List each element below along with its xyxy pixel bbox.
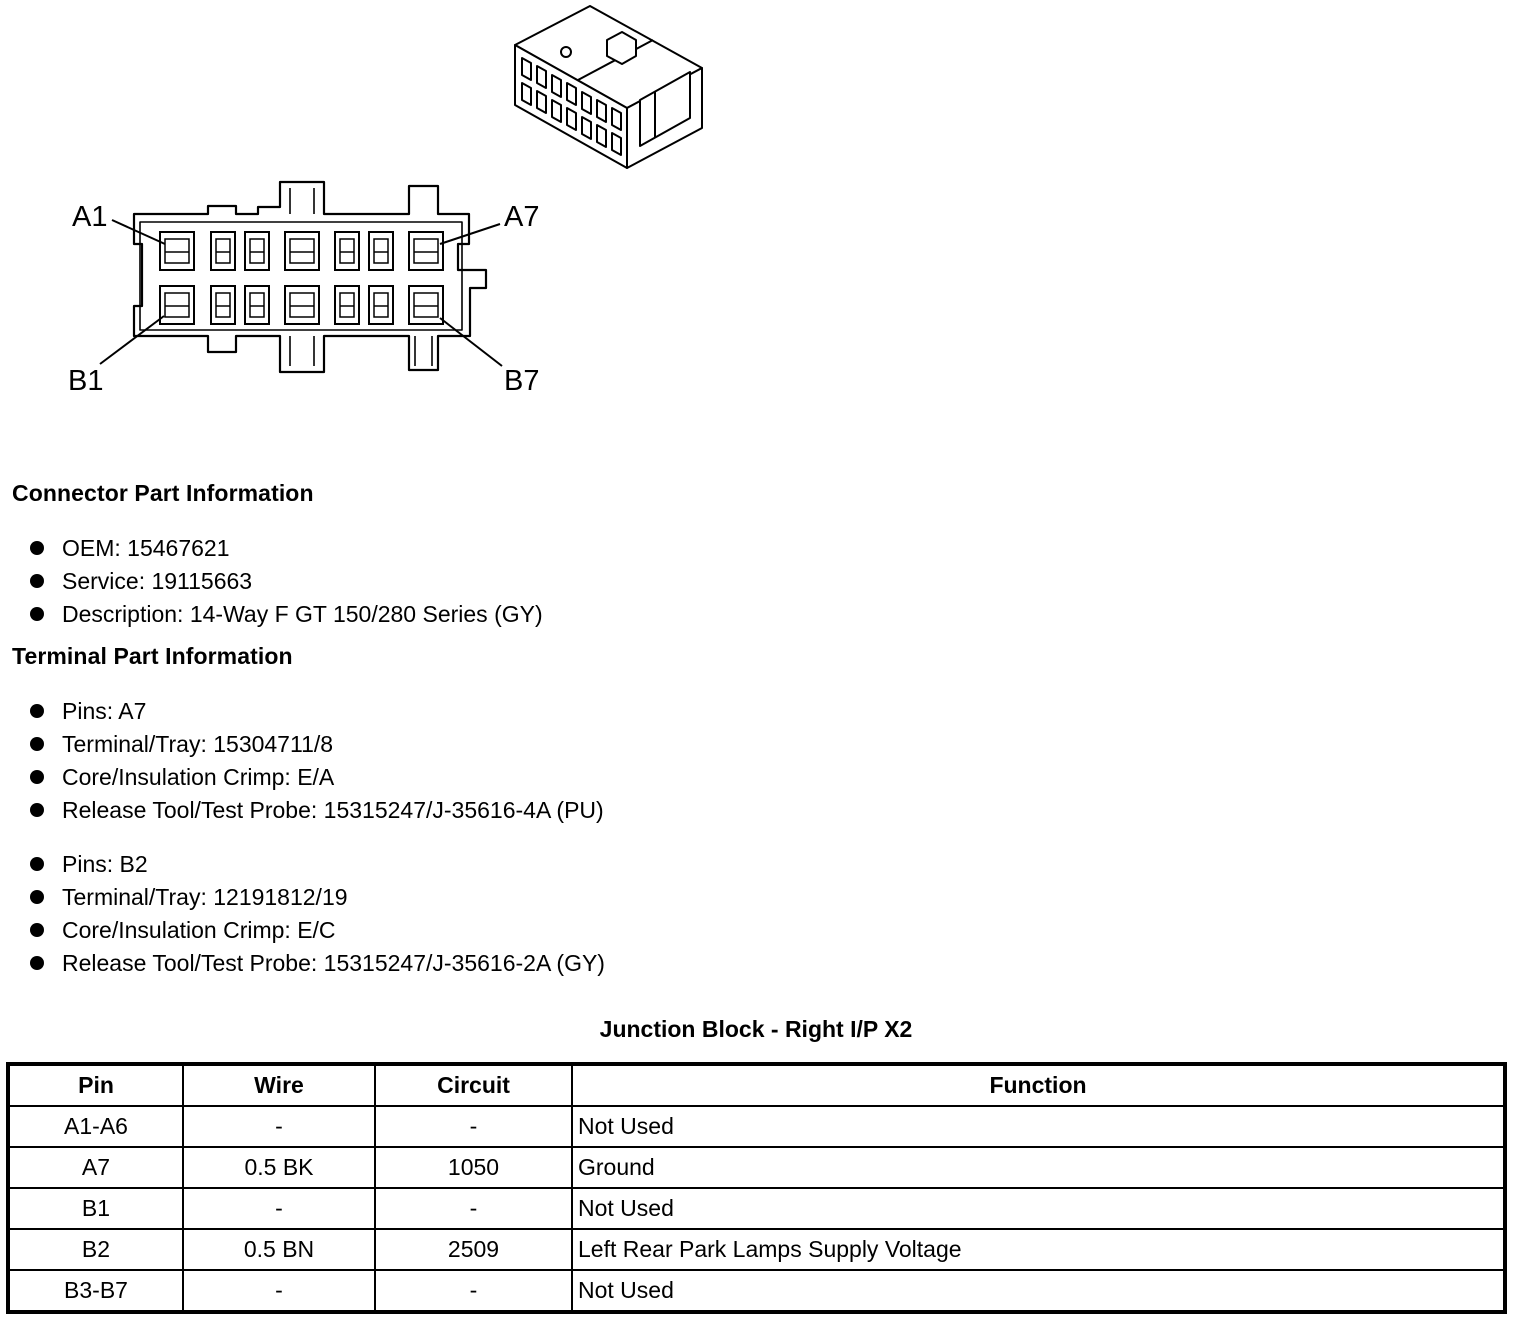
bullet-icon (30, 574, 44, 588)
list-item: Terminal/Tray: 15304711/8 (0, 728, 604, 761)
cell-function: Ground (572, 1147, 1505, 1188)
cell-wire: - (183, 1188, 375, 1229)
cell-function: Not Used (572, 1188, 1505, 1229)
cavity-b2 (211, 286, 235, 324)
cavity-a5 (335, 232, 359, 270)
cell-pin: A7 (8, 1147, 183, 1188)
bullet-icon (30, 541, 44, 555)
cell-circuit: - (375, 1188, 572, 1229)
cavity-a3 (245, 232, 269, 270)
column-header-wire: Wire (183, 1064, 375, 1106)
cell-pin: B3-B7 (8, 1270, 183, 1312)
list-item: Core/Insulation Crimp: E/A (0, 761, 604, 794)
table-row (8, 1188, 1505, 1229)
table-row (8, 1270, 1505, 1312)
list-item: Pins: A7 (0, 695, 604, 728)
cavity-inner-b4 (290, 293, 314, 317)
cell-pin: B2 (8, 1229, 183, 1270)
table-row (8, 1106, 1505, 1147)
list-item: OEM: 15467621 (0, 532, 543, 565)
cavity-inner-a3 (250, 239, 264, 263)
bullet-icon (30, 956, 44, 970)
terminal-group-b2-list (0, 848, 605, 980)
bullet-icon (30, 607, 44, 621)
cavity-a6 (369, 232, 393, 270)
list-item: Release Tool/Test Probe: 15315247/J-35616-2A (GY) (0, 947, 605, 980)
cavity-inner-a7 (414, 239, 438, 263)
cell-circuit: 1050 (375, 1147, 572, 1188)
cell-circuit: - (375, 1106, 572, 1147)
pin-table (6, 1062, 1507, 1314)
cell-pin: B1 (8, 1188, 183, 1229)
cell-pin: A1-A6 (8, 1106, 183, 1147)
cavity-inner-b5 (340, 293, 354, 317)
cell-wire: 0.5 BK (183, 1147, 375, 1188)
cell-circuit: 2509 (375, 1229, 572, 1270)
cavity-inner-b3 (250, 293, 264, 317)
column-header-pin: Pin (8, 1064, 183, 1106)
bullet-icon (30, 890, 44, 904)
table-row (8, 1229, 1505, 1270)
table-row (8, 1147, 1505, 1188)
cavity-inner-a4 (290, 239, 314, 263)
connector-part-info-list (0, 532, 543, 631)
cell-function: Left Rear Park Lamps Supply Voltage (572, 1229, 1505, 1270)
cell-wire: - (183, 1106, 375, 1147)
list-item: Service: 19115663 (0, 565, 543, 598)
bullet-icon (30, 923, 44, 937)
bullet-icon (30, 770, 44, 784)
cavity-inner-a2 (216, 239, 230, 263)
cell-function: Not Used (572, 1270, 1505, 1312)
list-item: Pins: B2 (0, 848, 605, 881)
pin-label-a1: A1 (72, 201, 108, 233)
terminal-group-a7-list (0, 695, 604, 827)
terminal-part-info-heading: Terminal Part Information (12, 643, 293, 669)
connector-face-view (134, 182, 486, 372)
cavity-inner-b6 (374, 293, 388, 317)
cavity-inner-b7 (414, 293, 438, 317)
cell-function: Not Used (572, 1106, 1505, 1147)
cavity-inner-a1 (165, 239, 189, 263)
cavity-b6 (369, 286, 393, 324)
pin-cavities (160, 232, 443, 324)
cavity-inner-b2 (216, 293, 230, 317)
pin-label-a7: A7 (504, 201, 540, 233)
connector-diagram (0, 0, 760, 410)
connector-3d-view (515, 6, 702, 168)
cavity-inner-b1 (165, 293, 189, 317)
cell-circuit: - (375, 1270, 572, 1312)
cell-wire: 0.5 BN (183, 1229, 375, 1270)
cavity-b5 (335, 286, 359, 324)
list-item: Release Tool/Test Probe: 15315247/J-35616-4A (PU) (0, 794, 604, 827)
bullet-icon (30, 803, 44, 817)
pin-label-b7: B7 (504, 365, 540, 397)
column-header-circuit: Circuit (375, 1064, 572, 1106)
pin-label-b1: B1 (68, 365, 104, 397)
pin-table-title: Junction Block - Right I/P X2 (599, 1016, 913, 1042)
bullet-icon (30, 704, 44, 718)
table-header-row (8, 1064, 1505, 1106)
list-item: Terminal/Tray: 12191812/19 (0, 881, 605, 914)
list-item: Description: 14-Way F GT 150/280 Series (GY) (0, 598, 543, 631)
column-header-function: Function (572, 1064, 1505, 1106)
cavity-inner-a5 (340, 239, 354, 263)
bullet-icon (30, 857, 44, 871)
cavity-inner-a6 (374, 239, 388, 263)
bullet-icon (30, 737, 44, 751)
cavity-b3 (245, 286, 269, 324)
list-item: Core/Insulation Crimp: E/C (0, 914, 605, 947)
connector-part-info-heading: Connector Part Information (12, 480, 314, 506)
cavity-a2 (211, 232, 235, 270)
cell-wire: - (183, 1270, 375, 1312)
